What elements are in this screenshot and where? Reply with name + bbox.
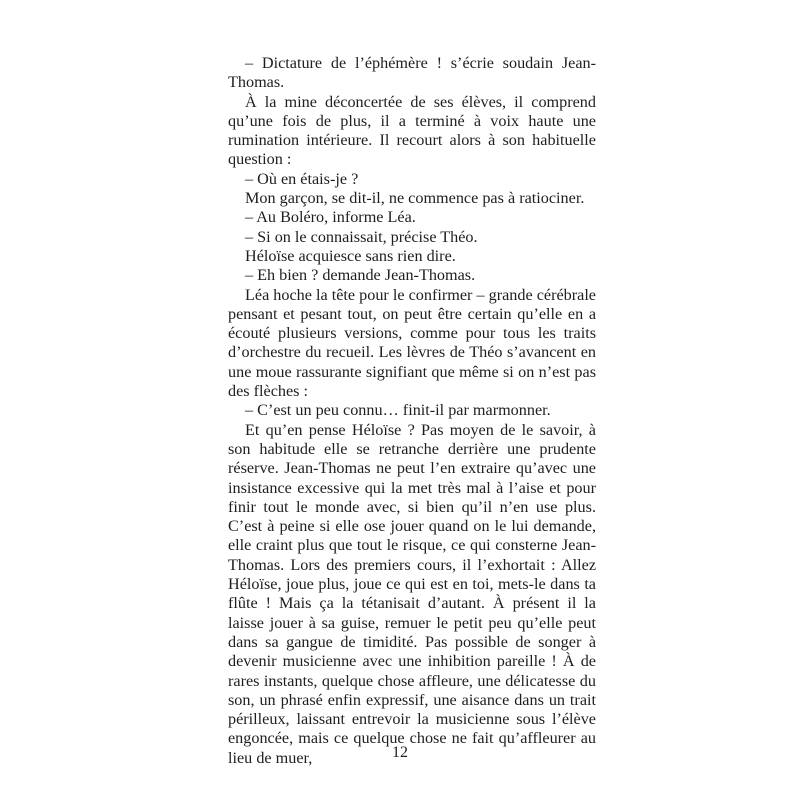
page-number: 12 (392, 744, 408, 761)
paragraph-dialogue-si-on-le-connaissait: – Si on le connaissait, précise Théo. (245, 227, 478, 246)
paragraph-dialogue-eh-bien: – Eh bien ? demande Jean-Thomas. (245, 266, 476, 285)
paragraph-mon-garcon: Mon garçon, se dit-il, ne commence pas à ratiociner. (245, 189, 585, 208)
body-text (228, 54, 596, 768)
paragraph-dialogue-dictature: – Dictature de l’éphémère ! s’écrie soudain Jean-Thomas. (228, 54, 596, 92)
paragraph-dialogue-ou-en-etais-je: – Où en étais-je ? (245, 169, 359, 188)
paragraph-qu-en-pense-heloise: Et qu’en pense Héloïse ? Pas moyen de le savoir, à son habitude elle se retranche derrière une prudente réserve. Jean-Thomas ne peut l’en extraire qu’avec une insistance excessive qui la met très mal à l’aise et pour finir tout le monde avec, si bien qu’il n’en use plus. C’est à peine si elle ose jouer quand on le lui demande, elle craint plus que tout le risque, ce qui consterne Jean-Thomas. Lors des premiers cours, il l’exhortait : Allez Héloïse, joue plus, joue ce qui est en toi, mets-le dans ta flûte ! Mais ça la tétanisait d’autant. À présent il la laisse jouer à sa guise, remuer le petit peu qu’elle peut dans sa gangue de timidité. Pas possible de songer à devenir musicienne avec une inhibition pareille ! À de rares instants, quelque chose affleure, une délicatesse du son, un phrasé enfin expressif, une aisance dans un trait périlleux, laissant entrevoir la musicienne sous l’élève engoncée, mais ce quelque chose ne fait qu’affleurer au lieu de muer, (228, 420, 596, 767)
paragraph-mine-deconcertee: À la mine déconcertée de ses élèves, il comprend qu’une fois de plus, il a terminé à voix haute une rumination intérieure. Il recourt alors à son habituelle question : (228, 92, 596, 169)
paragraph-dialogue-peu-connu: – C’est un peu connu… finit-il par marmonner. (245, 401, 551, 420)
paragraph-lea-hoche: Léa hoche la tête pour le confirmer – grande cérébrale pensant et pesant tout, on peut être certain qu’elle en a écouté plusieurs versions, comme pour tous les traits d’orchestre du recueil. Les lèvres de Théo s’avancent en une moue rassurante signifiant que même si on n’est pas des flèches : (228, 285, 596, 401)
paragraph-heloise-acquiesce: Héloïse acquiesce sans rien dire. (245, 246, 456, 265)
paragraph-dialogue-au-bolero: – Au Boléro, informe Léa. (245, 208, 416, 227)
